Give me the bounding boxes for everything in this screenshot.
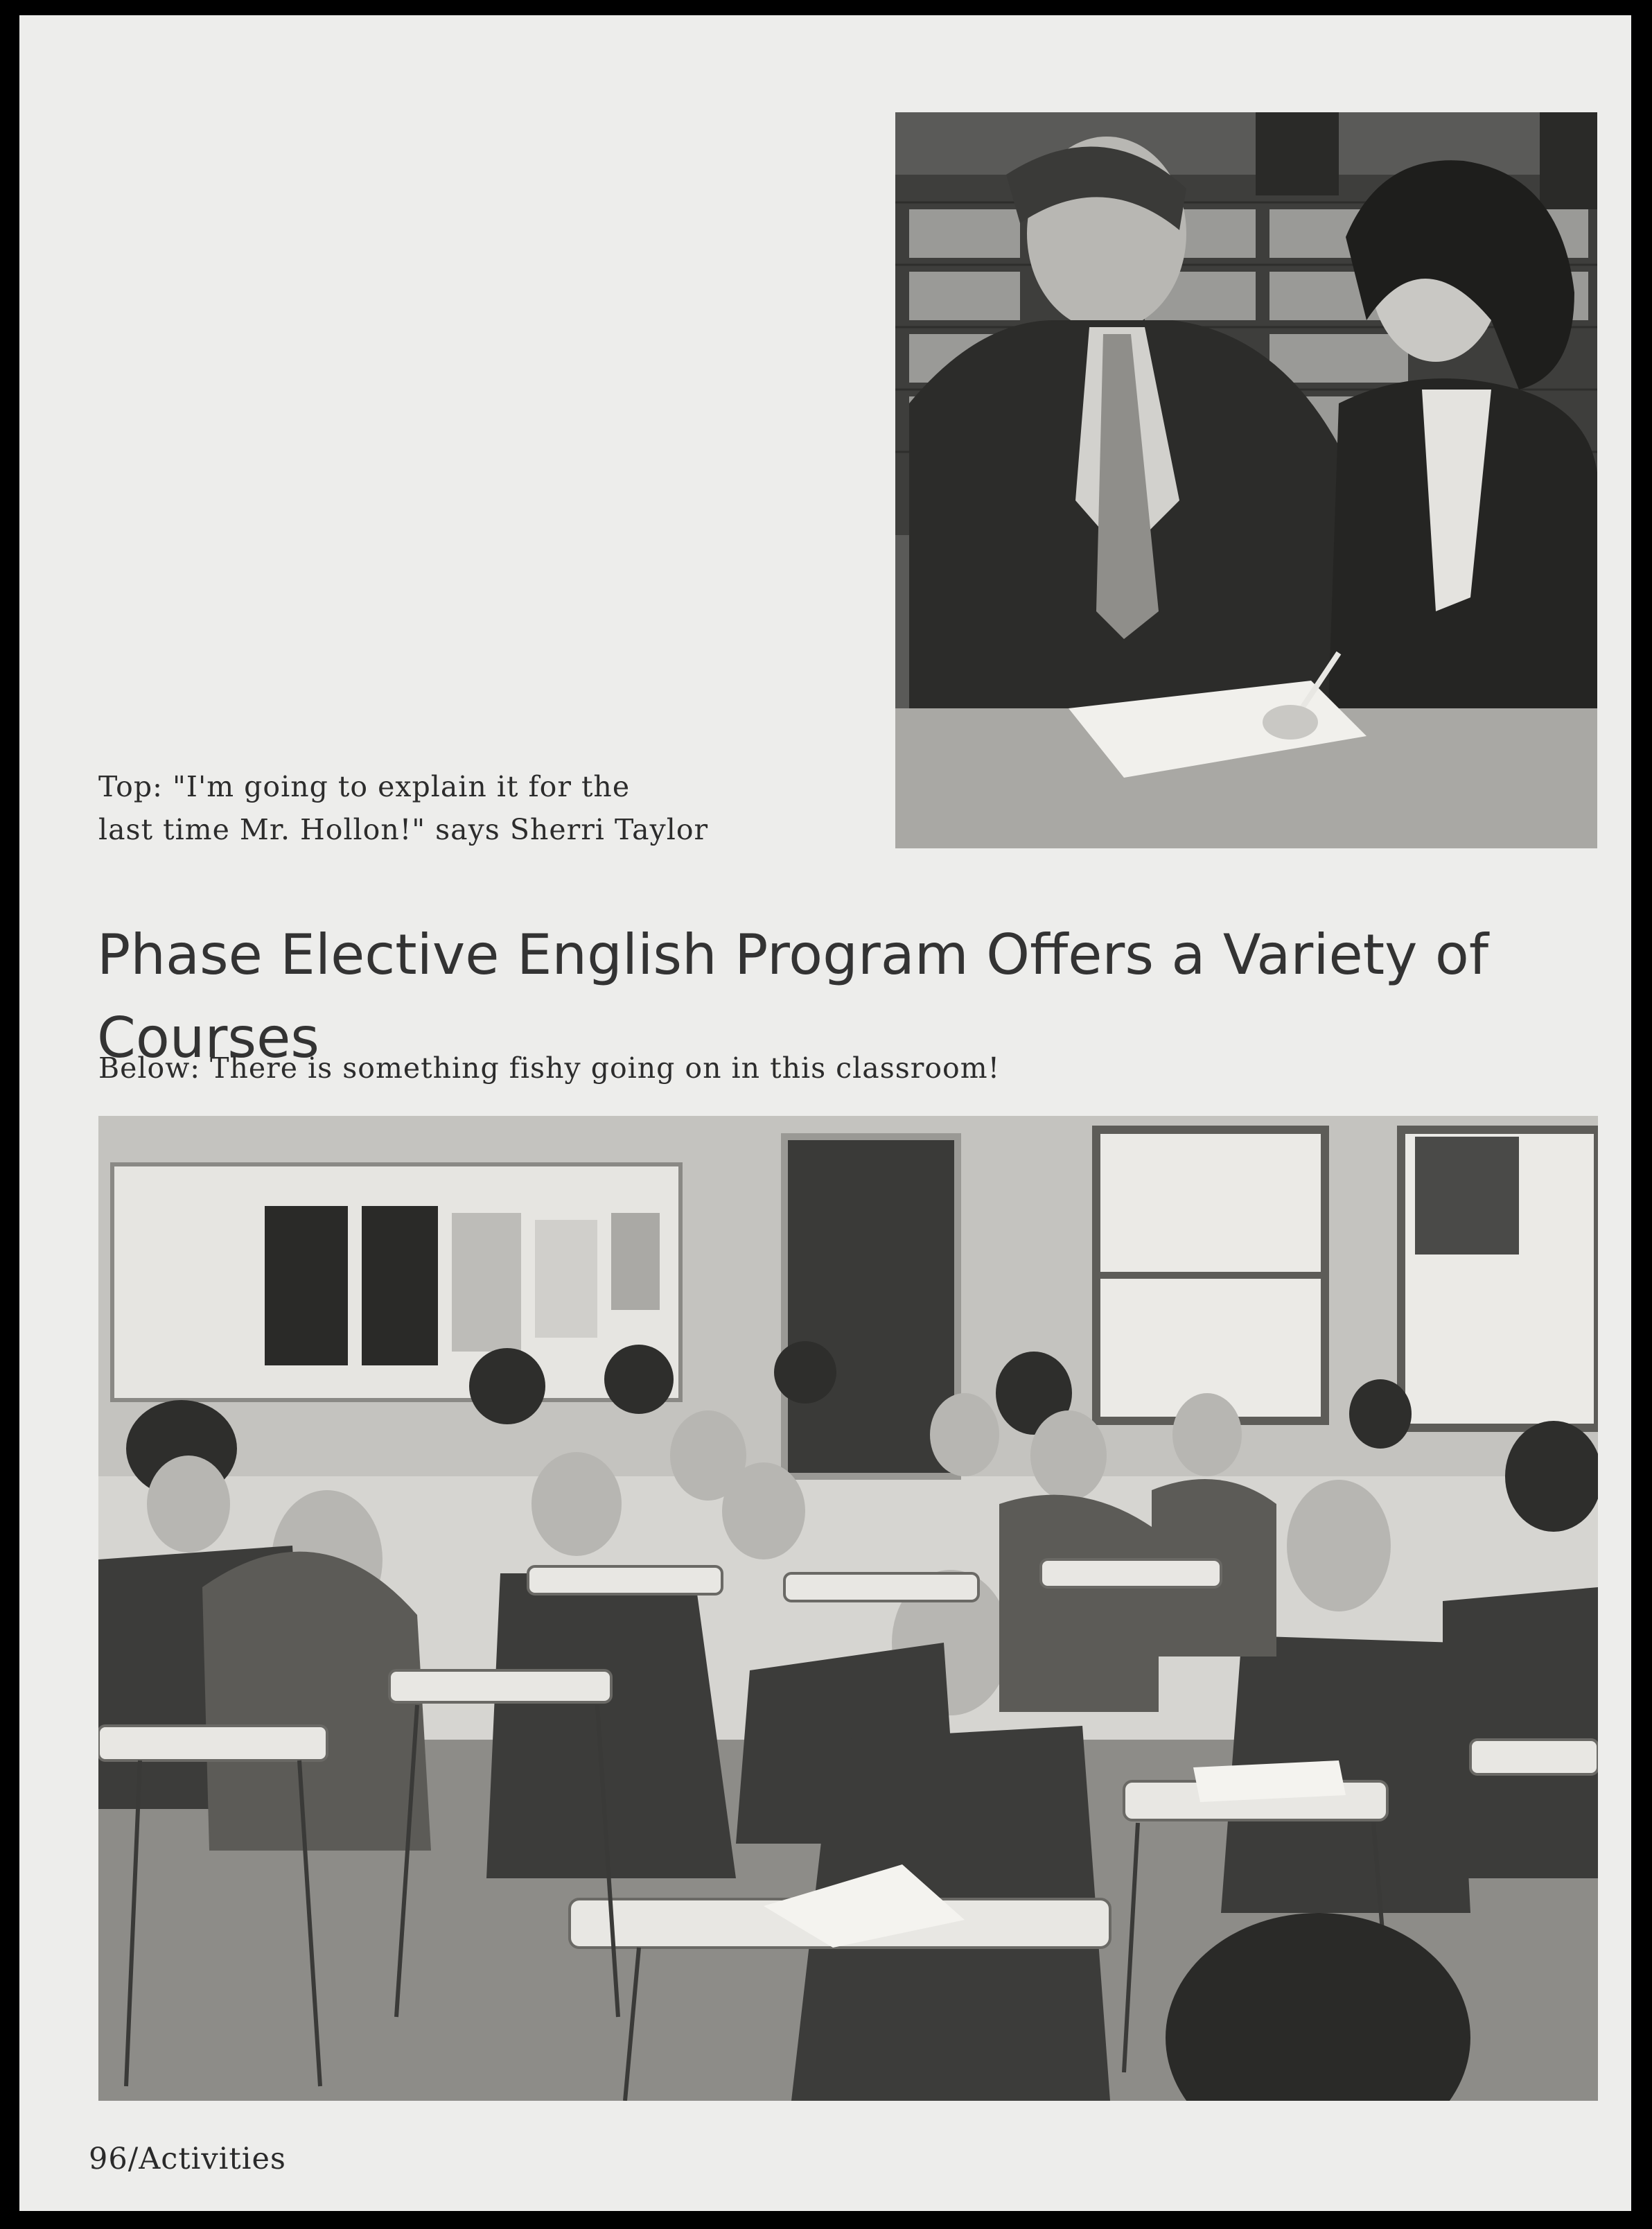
yearbook-page — [19, 15, 1631, 2211]
top-caption-line-1: Top: "I'm going to explain it for the — [98, 770, 631, 803]
bottom-photo — [98, 1116, 1598, 2101]
library-photo-icon — [895, 112, 1597, 848]
page-headline: Phase Elective English Program Offers a Variety of Courses — [97, 922, 1489, 1070]
bottom-photo-caption: Below: There is something fishy going on in this classroom! — [98, 1051, 1001, 1085]
top-photo-caption — [98, 765, 708, 851]
top-photo — [895, 112, 1597, 848]
page-folio: 96/Activities — [89, 2142, 286, 2176]
classroom-photo-icon — [98, 1116, 1598, 2101]
top-caption-line-2: last time Mr. Hollon!" says Sherri Taylor — [98, 813, 709, 846]
